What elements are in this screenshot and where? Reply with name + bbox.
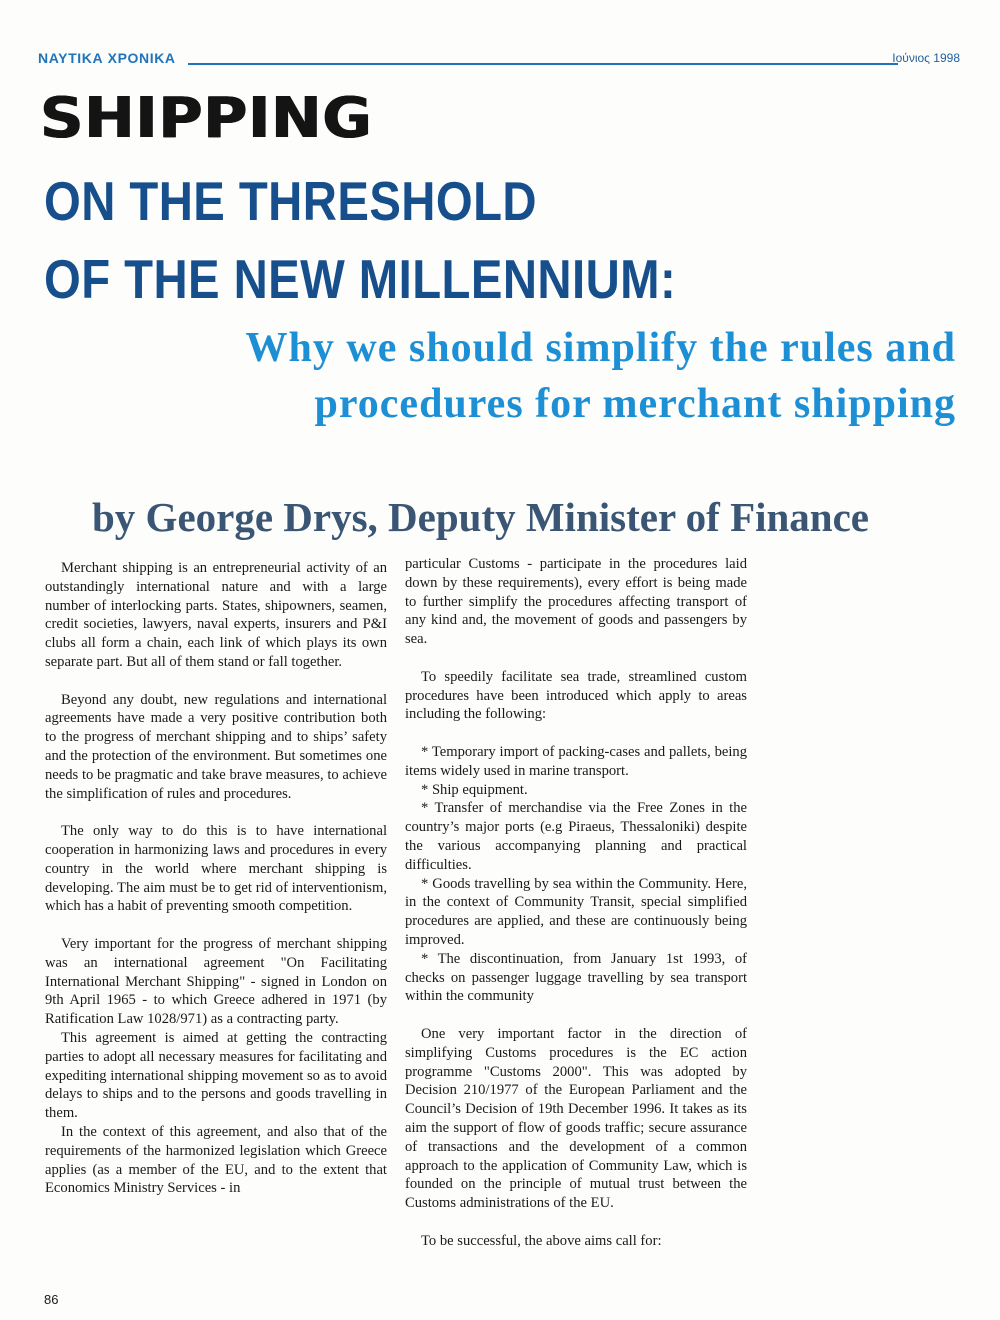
subhead-line: procedures for merchant shipping (314, 381, 956, 427)
body-paragraph: particular Customs - participate in the procedures laid down by these requirements), every effort is being made to further simplify the procedures affecting transport of any kind and, the movement of goods and passengers by sea. (405, 556, 747, 648)
body-paragraph: This agreement is aimed at getting the contracting parties to adopt all necessary measures for facilitating and expediting international shipping movement so as to avoid delays to ships and to the persons and goods travelling in them. (45, 1029, 387, 1122)
bullet-item: * Ship equipment. (421, 781, 528, 798)
body-paragraph: To be successful, the above aims call for: (421, 1232, 662, 1249)
article-headline (44, 162, 676, 318)
article-subhead (246, 320, 956, 432)
body-paragraph: Merchant shipping is an entrepreneurial activity of an outstandingly international nature and with a large number of interlocking parts. States, shipowners, seamen, credit societies, lawyers, naval experts, insurers and P&I clubs all form a chain, each link of which plays its own separate part. But all of them stand or fall together. (45, 560, 387, 670)
running-header (38, 50, 960, 70)
bullet-item: * Transfer of merchandise via the Free Zones in the country’s major ports (e.g Piraeus, Thessaloniki) despite the various accompanying planning and practical difficulties. (405, 800, 747, 873)
body-paragraph: To speedily facilitate sea trade, streamlined custom procedures have been introduced which apply to areas including the following: (405, 668, 747, 723)
page-number: 86 (44, 1292, 59, 1307)
left-text-column (45, 559, 387, 1198)
headline-line: OF THE NEW MILLENNIUM: (44, 248, 677, 310)
body-paragraph: Very important for the progress of merchant shipping was an international agreement "On Facilitating International Merchant Shipping" - signed in London on 9th April 1965 - to which Greece adhered in 1971 (by Ratification Law 1028/971) as a contracting party. (45, 935, 387, 1028)
issue-date: Ιούνιος 1998 (892, 51, 960, 65)
article-byline: by George Drys, Deputy Minister of Finance (92, 494, 869, 540)
bullet-item: * The discontinuation, from January 1st 1993, of checks on passenger luggage travelling by sea transport within the community (405, 950, 747, 1005)
subhead-line: Why we should simplify the rules and (245, 325, 956, 371)
headline-line: ON THE THRESHOLD (44, 170, 538, 232)
bullet-item: * Goods travelling by sea within the Community. Here, in the context of Community Transit, special simplified procedures are applied, and these are continuously being improved. (405, 875, 747, 948)
article-kicker: SHIPPING (40, 86, 373, 151)
body-paragraph: The only way to do this is to have international cooperation in harmonizing laws and procedures in every country in the world where merchant shipping is developing. The aim must be to get rid of interventionism, which has a habit of preventing smooth competition. (45, 823, 387, 915)
right-text-column (405, 555, 747, 1250)
header-rule (188, 63, 898, 65)
body-paragraph: One very important factor in the direction of simplifying Customs procedures is the EC action programme "Customs 2000". This was adopted by Decision 210/1977 of the European Parliament and the Council’s Decision of 19th December 1996. It takes as its aim the support of flow of goods traffic; secure assurance of transactions and the development of a common approach to the application of Community Law, which is founded on the principle of mutual trust between the Customs administrations of the EU. (405, 1025, 747, 1212)
bullet-item: * Temporary import of packing-cases and pallets, being items widely used in marine transport. (405, 743, 747, 779)
body-paragraph: Beyond any doubt, new regulations and international agreements have made a very positive contribution both to the progress of merchant shipping and to ships’ safety and the protection of the environment. But sometimes one needs to be pragmatic and take brave measures, to achieve the simplification of rules and procedures. (45, 691, 387, 802)
publication-name: ΝΑΥΤΙΚΑ ΧΡΟΝΙΚΑ (38, 50, 176, 66)
body-paragraph: In the context of this agreement, and also that of the requirements of the harmonized legislation which Greece applies (as a member of the EU, and to the extent that Economics Ministry Services - in (45, 1123, 387, 1197)
